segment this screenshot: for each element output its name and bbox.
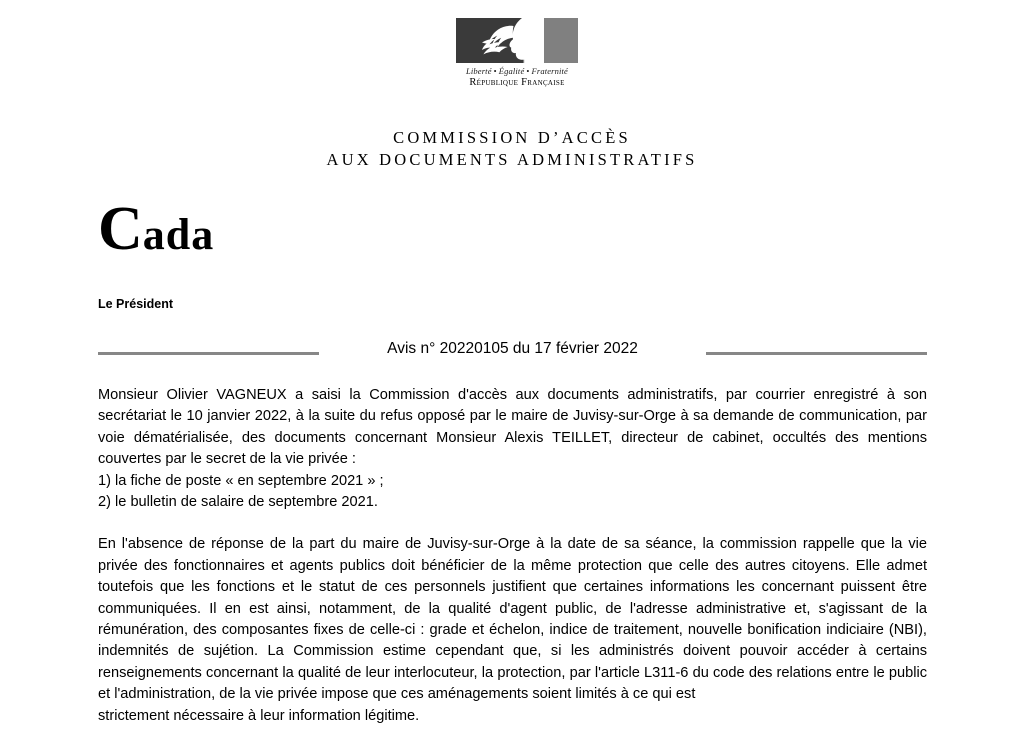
body-list-item-1: 1) la fiche de poste « en septembre 2021 » ; — [98, 472, 384, 489]
body-paragraph-2-tail: strictement nécessaire à leur information légitime. — [98, 707, 420, 724]
cada-remainder: ada — [142, 210, 215, 259]
devise-liberte: Liberté — [466, 66, 492, 76]
body-list-item-2: 2) le bulletin de salaire de septembre 2021. — [98, 494, 378, 511]
avis-title-row — [98, 340, 927, 366]
republique-francaise-label: République Française — [469, 77, 565, 88]
marianne-logo-icon — [456, 18, 578, 63]
avis-body — [98, 385, 927, 727]
body-paragraph-2: En l'absence de réponse de la part du maire de Juvisy-sur-Orge à la date de sa séance, la commission rappelle que la vie privée des fonctionnaires et agents publics doit bénéficier de la même protection que celle des autres citoyens. Elle admet toutefois que les fonctions et le statut de ces personnels justifient que certaines informations les concernant puissent être communiquées. Il en est ainsi, notamment, de la qualité d'agent public, de l'adresse administrative et, s'agissant de la rémunération, des composantes fixes de celle-ci : grade et échelon, indice de traitement, nouvelle bonification indiciaire (NBI), indemnités de sujétion. La Commission estime cependant que, si les administrés doivent pouvoir accéder à certains renseignements concernant la qualité de leur interlocuteur, la protection, par l'article L311-6 du code des relations entre le public et l'administration, de la vie privée impose que ces aménagements soient limités à ce qui est — [98, 536, 927, 703]
paragraph-spacer — [98, 513, 927, 534]
republique-francaise-logo-block — [456, 18, 578, 88]
cada-initial: C — [98, 195, 143, 263]
devise-separator-2: • — [526, 66, 530, 76]
devise-republicaine — [456, 66, 578, 76]
avis-title: Avis n° 20220105 du 17 février 2022 — [387, 340, 638, 357]
body-paragraph-1: Monsieur Olivier VAGNEUX a saisi la Commission d'accès aux documents administratifs, par courrier enregistré à son secrétariat le 10 janvier 2022, à la suite du refus opposé par le maire de Juvisy-sur-Orge à sa demande de communication, par voie dématérialisée, des documents concernant Monsieur Alexis TEILLET, directeur de cabinet, occultés des mentions couvertes par le secret de la vie privée : — [98, 387, 927, 468]
cada-logotype — [98, 195, 215, 263]
devise-separator-1: • — [493, 66, 497, 76]
devise-egalite: Égalité — [498, 66, 525, 76]
commission-header — [0, 127, 1024, 171]
devise-fraternite: Fraternité — [531, 66, 568, 76]
commission-header-line-2: AUX DOCUMENTS ADMINISTRATIFS — [326, 150, 698, 169]
commission-header-line-1: COMMISSION D’ACCÈS — [393, 128, 631, 147]
president-label: Le Président — [98, 297, 174, 311]
